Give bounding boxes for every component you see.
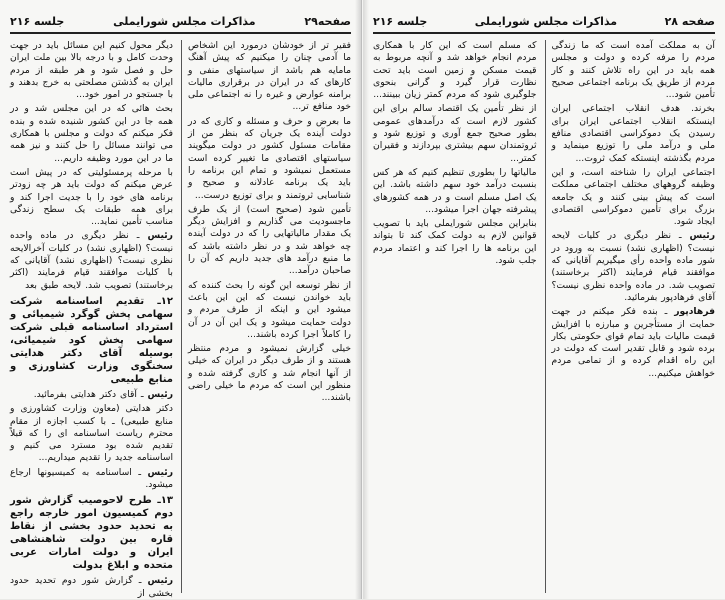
paragraph: فقیر تر از خودشان درمورد این اشخاص ما آدمی چنان را میکنیم که پیش آهنگ مامایه هم باشد از سیاستهای منفی و کارهای که در ایران در برقراری مالیات برامنه عوارض و غیره را نه اجتماعی ملی خود منافع تر... xyxy=(188,40,351,113)
paragraph: که مسلم است که این کار با همکاری مردم انجام خواهد شد و آنچه مربوط به قیمت مسکن و زمین است باید تحت نظارت قرار گیرد و گرانی بنحوی جلوگیری شود که مردم کمتر زیان ببینند... xyxy=(373,40,537,101)
speech-text: گزارش شور دوم تحدید حدود بخشی از xyxy=(10,575,173,599)
speech: رئیس ـ اساسنامه به کمیسیونها ارجاع میشود. xyxy=(10,466,173,491)
paragraph: بحث هائی که در این مجلس شد و در همه جا در این کشور شنیده شده و بنده فکر میکنم که دولت و مجلس با همکاری می توانند مسائل را حل کنند و نیز همه ما در این مورد وظیفه داریم... xyxy=(10,103,173,164)
left-page xyxy=(0,0,362,599)
paragraph: از نظر توسعه این گونه را بحث کننده که باید خواندن نیست که این این باعث میشود این و اینکه از طرف مردم و دولت حمایت میشود و یک این آن در آن را کاملاً اجرا کرده باشند... xyxy=(188,279,351,340)
publication-title: مذاکرات مجلس شورایملی xyxy=(113,14,256,28)
left-page-header xyxy=(10,10,351,34)
page-number: صفحه ۲۸ xyxy=(664,14,715,28)
publication-title: مذاکرات مجلس شورایملی xyxy=(474,14,618,28)
right-page-header xyxy=(373,10,715,34)
speaker-name: رئیس xyxy=(147,230,173,242)
page-number: صفحه۲۹ xyxy=(304,14,351,28)
speaker-name: رئیس xyxy=(147,466,173,478)
section-heading: ۱۳ـ طرح لاحوصیب گزارش شور دوم کمیسیون امور خارجه راجع به تحدید حدود بخشی از نقاط قاره بین دولت شاهنشاهی ایران و دولت امارات عربی متحده و ابلاغ بدولت xyxy=(10,495,173,572)
speaker-name: فرهادپور xyxy=(674,306,715,318)
paragraph: بنابراین مجلس شورایملی باید با تصویب قوانین لازم به دولت کمک کند تا بتواند این برنامه ها را اجرا کند و اعتماد مردم جلب شود. xyxy=(373,218,537,267)
gutter-shadow xyxy=(355,0,361,599)
paragraph: دکتر هدایتی (معاون وزارت کشاورزی و منابع طبیعی) ـ با کسب اجازه از مقام محترم ریاست اساسنامه ای را که قبلاً تقدیم شده بود مسترد می کنیم و اساسنامه جدید را تقدیم میداریم... xyxy=(10,403,173,464)
session-number: جلسه ۲۱۶ xyxy=(373,14,428,28)
right-page-left-column xyxy=(373,40,537,593)
speech: رئیس ـ آقای دکتر هدایتی بفرمائید. xyxy=(33,388,173,400)
paragraph: مالیاتها را بطوری تنظیم کنیم که هر کس بنسبت درآمد خود سهم داشته باشد. این یک اصل مسلم است و در همه کشورهای پیشرفته جهان اجرا میشود... xyxy=(373,166,537,215)
speaker-name: رئیس xyxy=(689,230,715,242)
paragraph: آن به مملکت آمده است که ما زندگی مردم را مرفه کرده و دولت و مجلس همه باید در این راه تلاش کنند و کار مردم از طریق یک برنامه اجتماعی صحیح تأمین شود... xyxy=(551,40,715,101)
gutter-shadow xyxy=(363,0,369,599)
right-page xyxy=(363,0,725,599)
paragraph: ما بعرض و حرف و مسئله و کاری که در دولت آینده یک جریان که بنظر من از مقامات مسئول کشور در دولت میگویند سیاستهای اقتصادی ما تغییر کرده است مستعمل نمیشود و تمام این برنامه را باید یک برنامه عادلانه و صحیح و شناسایی ثروتمند و برای توزیع درست... xyxy=(188,115,351,201)
speech-text: آقای دکتر هدایتی بفرمائید. xyxy=(33,388,137,400)
left-page-columns xyxy=(10,40,351,599)
right-page-right-column xyxy=(545,40,716,593)
paragraph: اجتماعی ایران را شناخته است، و این وظیفه گروههای مختلف اجتماعی مملکت است که پیش بینی کنند و یک جامعه بزرگ برای تأمین دموکراسی اقتصادی ایجاد شود. xyxy=(551,166,715,228)
speech-text: نظر دیگری در کلیات لایحه نیست؟ (اظهاری نشد) نسبت به ورود در شور ماده واحده رأی میگیریم آقایانی که موافقند قیام فرمایند (اکثر برخاستند) تصویب شد. در ماده واحده نظری نیست؟ آقای فرهادپور بفرمائید. xyxy=(551,230,715,303)
paragraph: بخرند. هدف انقلاب اجتماعی ایران اینستکه انقلاب اجتماعی ایران برای رسیدن یک دموکراسی اقتصادی منافع ملی و درآمد ملی را توزیع مینماید و مردم بگذشته اینستکه کمک ثروت... xyxy=(551,103,715,164)
left-page-left-column xyxy=(10,40,173,599)
paragraph: خیلی گزارش نمیشود و مردم منتظر هستند و از طرف دیگر در ایران که خیلی از آنها انجام شد و کاری گرفته شده و منظور این است که مردم ما خیلی راضی باشند... xyxy=(188,343,351,404)
paragraph: از نظر تأمین یک اقتصاد سالم برای این کشور لازم است که درآمدهای عمومی بطور صحیح جمع آوری و توزیع شود و ثروتمندان سهم بیشتری بپردازند و فقیران کمتر... xyxy=(373,103,537,164)
paragraph: دیگر محول کنیم این مسائل باید در جهت وحدت کامل و با درجه بالا بین ملت ایران حل و فصل شود و هر طبقه از مردم ایران به گذشتن مصلحتی به خرج بدهند و با جستجو در امور خود... xyxy=(10,40,173,101)
section-heading: ۱۲ـ تقدیم اساسنامه شرکت سهامی پخش گوگرد شیمیائی و استرداد اساسنامه قبلی شرکت سهامی پخش کود شیمیائی، بوسیله آقای دکتر هدایتی سخنگوی وزارت کشاورزی و منابع طبیعی xyxy=(10,295,173,385)
right-page-columns xyxy=(373,40,715,593)
paragraph: با مرحله پرمسئولیتی که در پیش است عرض میکنم که دولت باید هر چه زودتر برنامه های خود را با جدیت اجرا کند و برای همه طبقات یک سطح زندگی مناسب تأمین نماید... xyxy=(10,166,173,228)
session-number: جلسه ۲۱۶ xyxy=(10,14,65,28)
speech: فرهادپور ـ بنده فکر میکنم در جهت حمایت از مستأجرین و مبارزه با افزایش قیمت مالیات باید تمام قوای حکومتی بکار برده شود و قابل تقدیر است که دولت در این راه اقدام کرده و از تمامی مردم خواهش میکنیم... xyxy=(551,306,715,379)
speech-text: بنده فکر میکنم در جهت حمایت از مستأجرین و مبارزه با افزایش قیمت مالیات باید تمام قوای حکومتی بکار برده شود و قابل تقدیر است که دولت در این راه اقدام کرده و از تمامی مردم خواهش میکنیم... xyxy=(551,306,715,379)
speech: رئیس ـ نظر دیگری در کلیات لایحه نیست؟ (اظهاری نشد) نسبت به ورود در شور ماده واحده رأی میگیریم آقایانی که موافقند قیام فرمایند (اکثر برخاستند) تصویب شد. در ماده واحده نظری نیست؟ آقای فرهادپور بفرمائید. xyxy=(551,230,715,303)
left-page-right-column xyxy=(181,40,351,593)
speech: رئیس ـ نظر دیگری در ماده واحده نیست؟ (اظهاری نشد) در کلیات آخرالایحه نظری نیست؟ (اظهاری نشد) آقایانی که با کلیات موافقند قیام فرمایند (اکثر برخاستند) تصویب شد. لایحه طبق بعد xyxy=(10,230,173,291)
speaker-name: رئیس xyxy=(147,575,173,587)
speech-text: نظر دیگری در ماده واحده نیست؟ (اظهاری نشد) در کلیات آخرالایحه نظری نیست؟ (اظهاری نشد) آقایانی که با کلیات موافقند قیام فرمایند (اکثر برخاستند) تصویب شد. لایحه طبق بعد xyxy=(10,230,173,291)
speech: رئیس ـ گزارش شور دوم تحدید حدود بخشی از xyxy=(10,575,173,599)
paragraph: تأمین شود (صحیح است) از یک طرف ماجسودیت می گذاریم و افزایش دیگر یک مقدار مالیاتهایی را که در دولت آینده چه خواهد شد و در نظر داشته باشد که ما منبع درآمد های جدید داریم که آن را صاحبان درآمد... xyxy=(188,203,351,277)
speech-text: اساسنامه به کمیسیونها ارجاع میشود. xyxy=(10,466,173,491)
speaker-name: رئیس xyxy=(147,388,173,400)
